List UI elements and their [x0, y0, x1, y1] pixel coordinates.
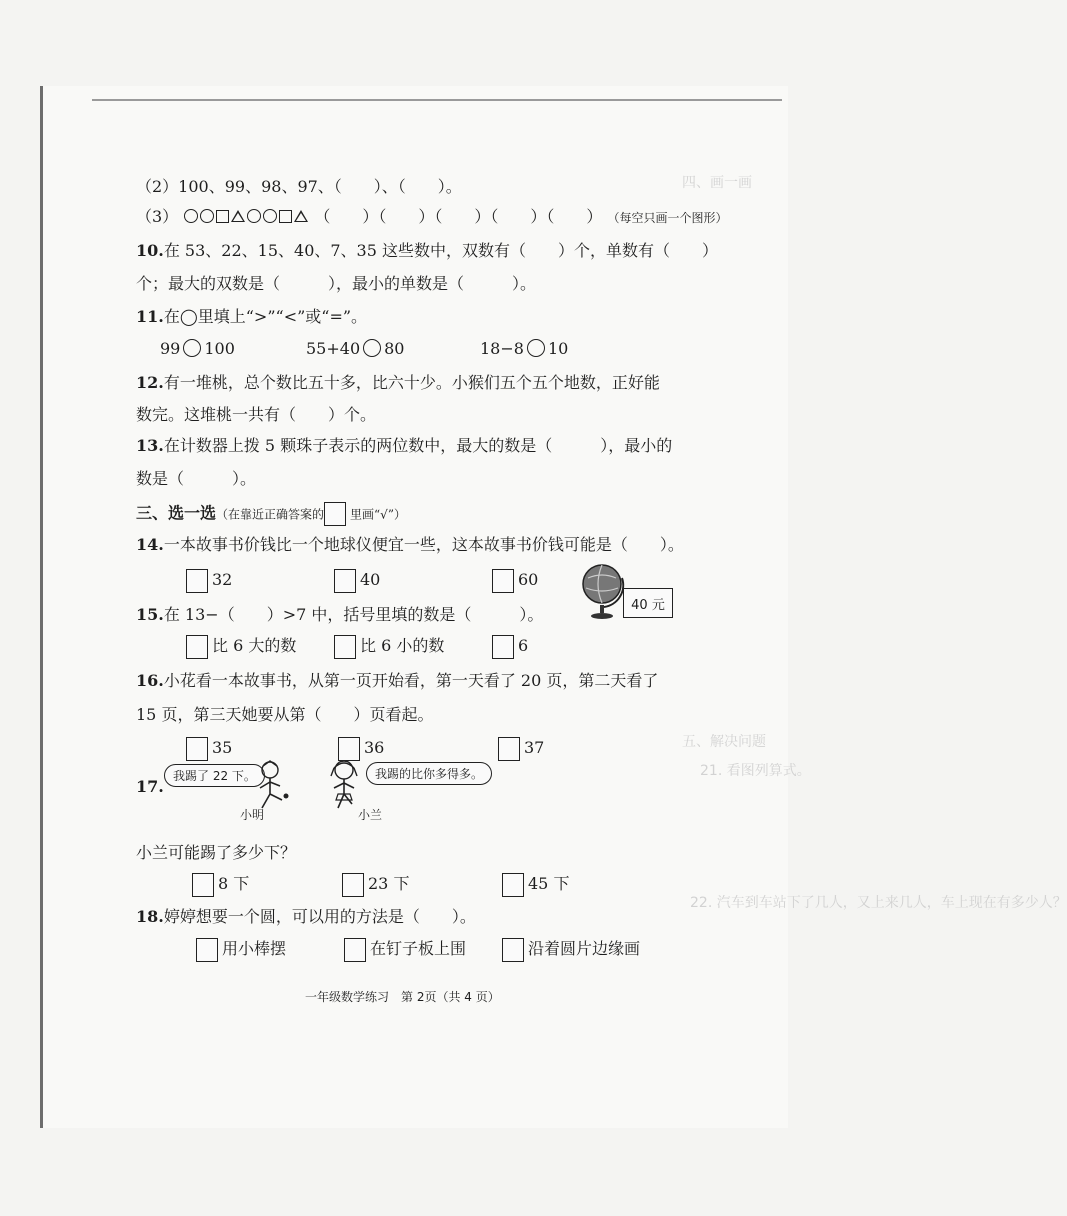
- page-top-rule: [92, 99, 782, 101]
- question-number: 13.: [136, 436, 164, 455]
- bleed-through-text: 五、解决问题: [682, 734, 766, 750]
- q10-line1: [136, 240, 718, 262]
- circle-shape: [247, 209, 261, 223]
- question-number: 16.: [136, 671, 164, 690]
- question-number: 14.: [136, 535, 164, 554]
- option-label: 在钉子板上围: [370, 939, 467, 958]
- q17-option-3[interactable]: [502, 872, 569, 897]
- answer-box[interactable]: [498, 737, 520, 761]
- answer-box[interactable]: [196, 938, 218, 962]
- compare-left: 18−8: [480, 339, 524, 358]
- price-tag: 40 元: [623, 588, 673, 618]
- q18-option-1[interactable]: [196, 937, 286, 962]
- option-label: 37: [524, 738, 545, 757]
- q17-option-2[interactable]: [342, 872, 409, 897]
- q13-line1: [136, 435, 672, 457]
- q10-line2: 个；最大的双数是（ ），最小的单数是（ ）。: [136, 274, 537, 293]
- compare-left: 55+40: [306, 339, 361, 358]
- compare-right: 80: [384, 339, 405, 358]
- question-text: 在 53、22、15、40、7、35 这些数中，双数有（ ）个，单数有（ ）: [163, 241, 718, 260]
- q14-option-2[interactable]: [334, 568, 380, 593]
- circle-shape: [263, 209, 277, 223]
- compare-circle[interactable]: [183, 339, 201, 357]
- globe-illustration: [578, 560, 628, 620]
- square-shape: [279, 210, 292, 223]
- q17-question: 小兰可能踢了多少下？: [136, 843, 297, 862]
- circle-shape: [184, 209, 198, 223]
- q14-option-3[interactable]: [492, 568, 538, 593]
- q12-line2: 数完。这堆桃一共有（ ）个。: [136, 405, 377, 424]
- section-title: 三、选一选: [136, 503, 217, 523]
- section-note: （在靠近正确答案的: [216, 507, 325, 522]
- question-number: 12.: [136, 373, 164, 392]
- option-label: 23 下: [368, 874, 410, 893]
- option-label: 8 下: [218, 874, 250, 893]
- q9-part3-note: （每空只画一个图形）: [607, 211, 728, 225]
- question-text: 一本故事书价钱比一个地球仪便宜一些，这本故事书价钱可能是（ ）。: [163, 535, 684, 554]
- q16-option-1[interactable]: [186, 736, 232, 761]
- speech-bubble-xiaoming: 我踢了 22 下。: [164, 764, 265, 787]
- circle-shape: [200, 209, 214, 223]
- answer-box[interactable]: [192, 873, 214, 897]
- answer-box[interactable]: [502, 873, 524, 897]
- q9-part3: [136, 206, 728, 229]
- triangle-shape: [294, 210, 308, 222]
- answer-box[interactable]: [186, 737, 208, 761]
- bleed-through-text: 四、画一画: [682, 175, 752, 191]
- question-number: 15.: [136, 605, 164, 624]
- name-xiaoming: 小明: [240, 808, 265, 822]
- option-label: 40: [360, 570, 381, 589]
- name-xiaolan: 小兰: [358, 808, 383, 822]
- answer-box[interactable]: [344, 938, 366, 962]
- triangle-shape: [231, 210, 245, 222]
- q17-option-1[interactable]: [192, 872, 249, 897]
- section-note: 里画“√”）: [350, 507, 406, 522]
- bleed-through-text: 21. 看图列算式。: [700, 763, 811, 779]
- question-text: 婷婷想要一个圆，可以用的方法是（ ）。: [163, 907, 476, 926]
- answer-box[interactable]: [338, 737, 360, 761]
- section-heading: [136, 502, 406, 526]
- answer-box[interactable]: [342, 873, 364, 897]
- q18-option-3[interactable]: [502, 937, 640, 962]
- q16-option-3[interactable]: [498, 736, 544, 761]
- speech-bubble-xiaolan: 我踢的比你多得多。: [366, 762, 492, 785]
- q15-line1: [136, 604, 543, 626]
- option-label: 比 6 大的数: [212, 636, 297, 655]
- q13-line2: 数是（ ）。: [136, 469, 257, 488]
- compare-right: 100: [204, 339, 235, 358]
- answer-box[interactable]: [492, 569, 514, 593]
- option-label: 35: [212, 738, 233, 757]
- option-label: 45 下: [528, 874, 570, 893]
- question-number: [136, 776, 164, 798]
- q18-option-2[interactable]: [344, 937, 466, 962]
- q9-part2: （2）100、99、98、97、（ ）、（ ）。: [136, 177, 462, 196]
- compare-item-3: [480, 338, 568, 360]
- question-number-text: 17.: [136, 777, 164, 796]
- shape-pattern: [183, 207, 314, 226]
- q16-line1: [136, 670, 658, 692]
- compare-item-2: [306, 338, 404, 360]
- option-label: 沿着圆片边缘画: [528, 939, 641, 958]
- q15-option-1[interactable]: [186, 634, 296, 659]
- compare-circle[interactable]: [363, 339, 381, 357]
- option-label: 用小棒摆: [222, 939, 287, 958]
- answer-box[interactable]: [186, 569, 208, 593]
- question-text: 有一堆桃，总个数比五十多，比六十少。小猴们五个五个地数，正好能: [163, 373, 660, 392]
- q12-line1: [136, 372, 660, 394]
- square-shape: [216, 210, 229, 223]
- q18-line1: [136, 906, 476, 928]
- q9-part3-prefix: （3）: [136, 207, 179, 226]
- q16-option-2[interactable]: [338, 736, 384, 761]
- answer-box[interactable]: [334, 569, 356, 593]
- q11-line1: [136, 306, 367, 328]
- sample-answer-box: [324, 502, 346, 526]
- option-label: 6: [518, 636, 529, 655]
- option-label: 32: [212, 570, 233, 589]
- question-number: 11.: [136, 307, 164, 326]
- q14-option-1[interactable]: [186, 568, 232, 593]
- option-label: 60: [518, 570, 539, 589]
- option-label: 比 6 小的数: [360, 636, 445, 655]
- question-text: 小花看一本故事书，从第一页开始看，第一天看了 20 页，第二天看了: [163, 671, 659, 690]
- question-text: 在◯里填上“>”“<”或“=”。: [163, 307, 368, 326]
- question-text: 在 13−（ ）>7 中，括号里填的数是（ ）。: [163, 605, 544, 624]
- page-footer: 一年级数学练习 第 2页（共 4 页）: [305, 990, 500, 1004]
- question-number: 18.: [136, 907, 164, 926]
- question-text: 在计数器上拨 5 颗珠子表示的两位数中，最大的数是（ ），最小的: [163, 436, 673, 455]
- compare-right: 10: [547, 339, 569, 358]
- compare-left: 99: [160, 339, 181, 358]
- answer-box[interactable]: [502, 938, 524, 962]
- option-label: 36: [364, 738, 385, 757]
- q15-option-2[interactable]: [334, 634, 444, 659]
- q9-part3-blanks: （ ）（ ）（ ）（ ）（ ）: [314, 207, 603, 226]
- answer-box[interactable]: [334, 635, 356, 659]
- answer-box[interactable]: [186, 635, 208, 659]
- compare-item-1: [160, 338, 235, 360]
- q14-line1: [136, 534, 684, 556]
- q16-line2: 15 页，第三天她要从第（ ）页看起。: [136, 705, 434, 724]
- compare-circle[interactable]: [527, 339, 545, 357]
- q15-option-3[interactable]: [492, 634, 528, 659]
- question-number: 10.: [136, 241, 164, 260]
- answer-box[interactable]: [492, 635, 514, 659]
- bleed-through-text: 22. 汽车到车站下了几人，又上来几人，车上现在有多少人？: [690, 895, 1067, 911]
